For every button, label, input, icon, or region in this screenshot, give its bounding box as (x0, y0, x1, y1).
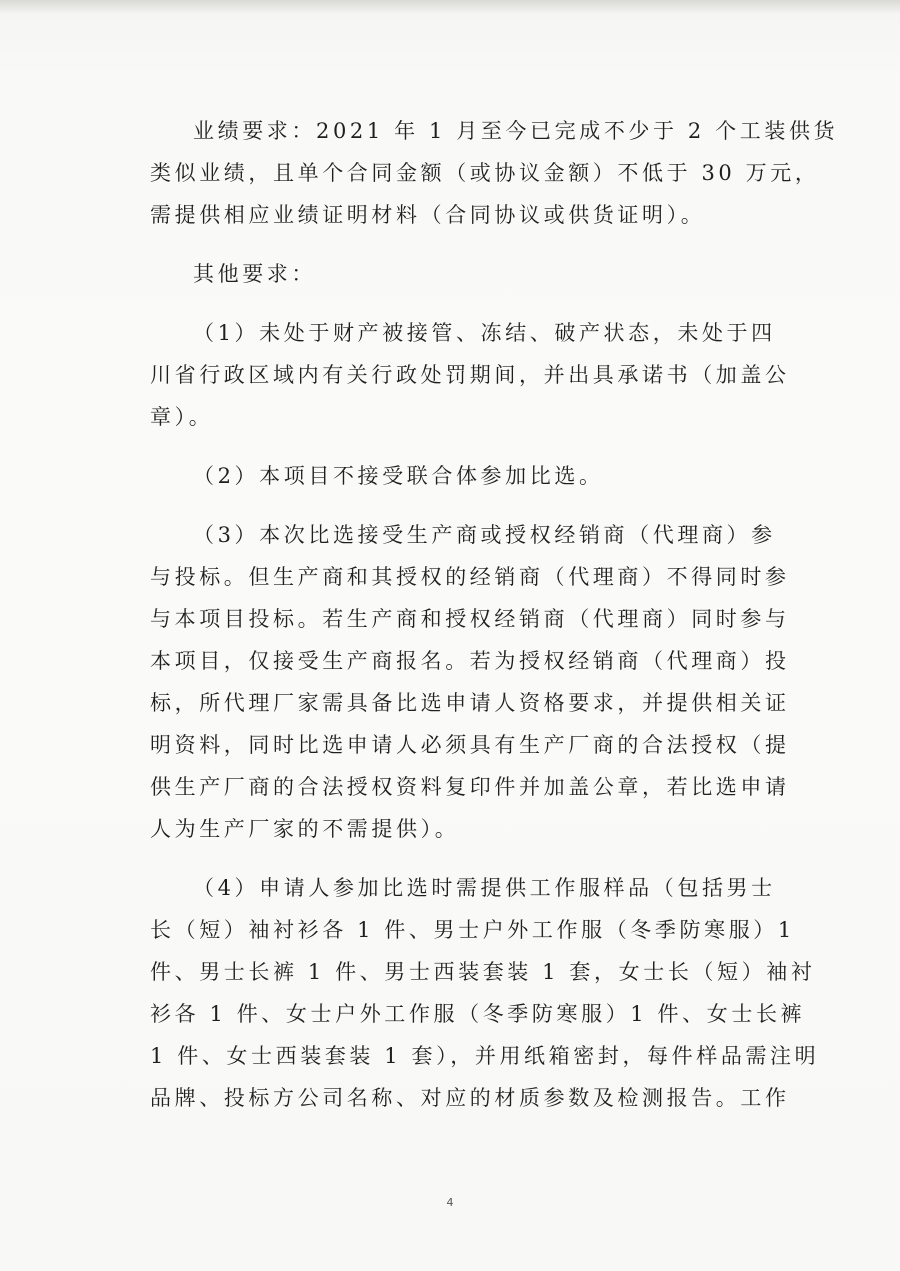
text-line: 品牌、投标方公司名称、对应的材质参数及检测报告。工作 (150, 1086, 790, 1110)
text-line: 本项目，仅接受生产商报名。若为授权经销商（代理商）投 (150, 649, 790, 673)
text-line: （4）申请人参加比选时需提供工作服样品（包括男士 (193, 876, 776, 900)
text-line: 需提供相应业绩证明材料（合同协议或供货证明）。 (150, 203, 706, 227)
text-line: 与投标。但生产商和其授权的经销商（代理商）不得同时参 (150, 565, 790, 589)
text-line: 章）。 (150, 405, 214, 429)
text-line: 类似业绩，且单个合同金额（或协议金额）不低于 30 万元， (150, 161, 820, 185)
text-line: 人为生产厂家的不需提供）。 (150, 817, 460, 841)
text-line: 衫各 1 件、女士户外工作服（冬季防寒服）1 件、女士长裤 (150, 1002, 806, 1026)
text-line: 与本项目投标。若生产商和授权经销商（代理商）同时参与 (150, 607, 790, 631)
text-line: （3）本次比选接受生产商或授权经销商（代理商）参 (193, 523, 776, 547)
paragraph-requirement-2 (150, 455, 775, 497)
text-line: 件、男士长裤 1 件、男士西装套装 1 套，女士长（短）袖衬 (150, 960, 816, 984)
page-number: 4 (446, 1196, 454, 1209)
text-line: 其他要求： (193, 262, 316, 286)
body-text (150, 110, 839, 1119)
text-line: 长（短）袖衬衫各 1 件、男士户外工作服（冬季防寒服）1 (150, 918, 795, 942)
paragraph-requirement-3 (150, 514, 790, 850)
text-line: 1 件、女士西装套装 1 套），并用纸箱密封，每件样品需注明 (150, 1044, 820, 1068)
text-line: （1）未处于财产被接管、冻结、破产状态，未处于四 (193, 321, 776, 345)
text-line: 标，所代理厂家需具备比选申请人资格要求，并提供相关证 (150, 691, 790, 715)
text-line: 明资料，同时比选申请人必须具有生产厂商的合法授权（提 (150, 733, 790, 757)
text-line: （2）本项目不接受联合体参加比选。 (193, 464, 604, 488)
paragraph-requirement-1 (150, 312, 790, 438)
text-line: 川省行政区域内有关行政处罚期间，并出具承诺书（加盖公 (150, 363, 790, 387)
paragraph-requirement-4 (150, 867, 820, 1119)
paragraph-performance-requirement (150, 110, 839, 236)
paragraph-other-requirements-heading (150, 253, 775, 295)
text-line: 业绩要求：2021 年 1 月至今已完成不少于 2 个工装供货 (193, 119, 839, 143)
scan-top-shadow (0, 0, 900, 14)
text-line: 供生产厂商的合法授权资料复印件并加盖公章，若比选申请 (150, 775, 790, 799)
